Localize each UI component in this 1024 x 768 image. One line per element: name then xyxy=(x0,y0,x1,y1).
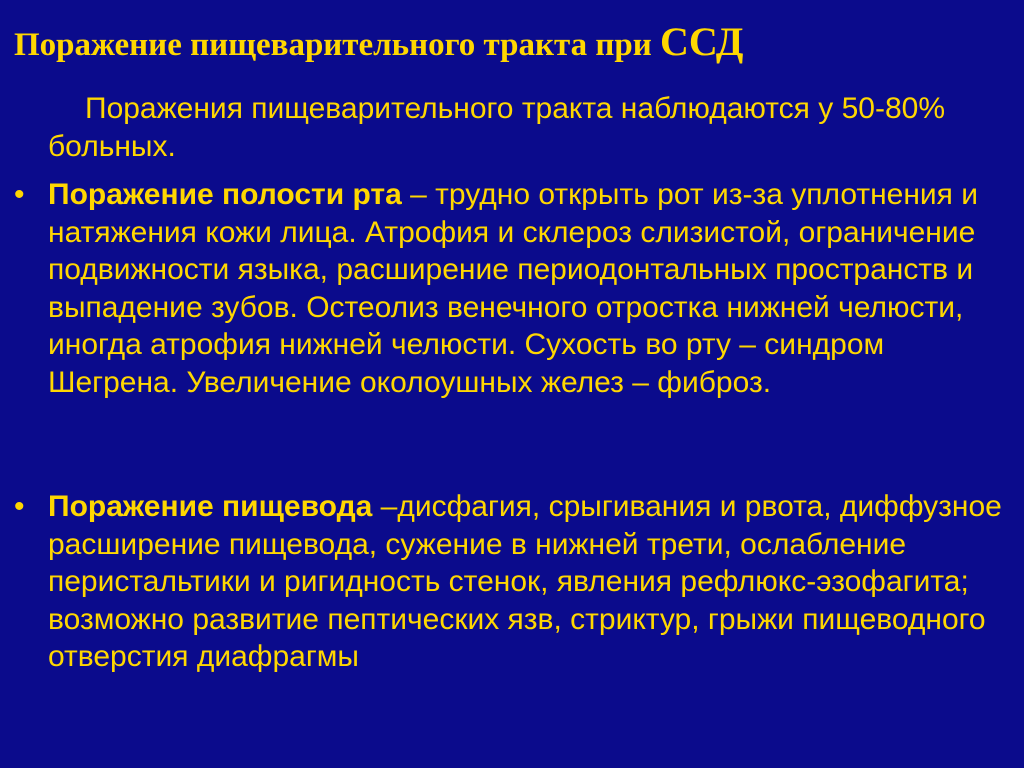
bullet-item-esophagus xyxy=(14,488,1008,676)
bullet-marker: • xyxy=(14,490,25,523)
slide-title xyxy=(14,19,1014,65)
bullet-body: – трудно открыть рот из-за уплотнения и натяжения кожи лица. Атрофия и склероз слизистой, ограничение подвижности языка, расширение периодонтальных пространств и выпадение зубов. Остеолиз венечного отростка нижней челюсти, иногда атрофия нижней челюсти. Сухость во рту – синдром Шегрена. Увеличение околоушных желез – фиброз. xyxy=(48,178,979,399)
bullet-body: –дисфагия, срыгивания и рвота, диффузное расширение пищевода, сужение в нижней трети, ослабление перистальтики и ригидность стенок, явления рефлюкс-эзофагита; возможно развитие пептических язв, стриктур, грыжи пищеводного отверстия диафрагмы xyxy=(48,490,1002,673)
bullet-marker: • xyxy=(14,178,25,211)
bullet-heading: Поражение пищевода xyxy=(48,490,373,523)
intro-paragraph: Поражения пищеварительного тракта наблюдаются у 50-80% больных. xyxy=(48,92,945,163)
bullet-heading: Поражение полости рта xyxy=(48,178,402,211)
slide-title-abbreviation: ССД xyxy=(660,19,744,64)
bullet-item-oral-cavity xyxy=(14,176,1008,401)
slide-title-main: Поражение пищеварительного тракта при xyxy=(14,27,661,63)
